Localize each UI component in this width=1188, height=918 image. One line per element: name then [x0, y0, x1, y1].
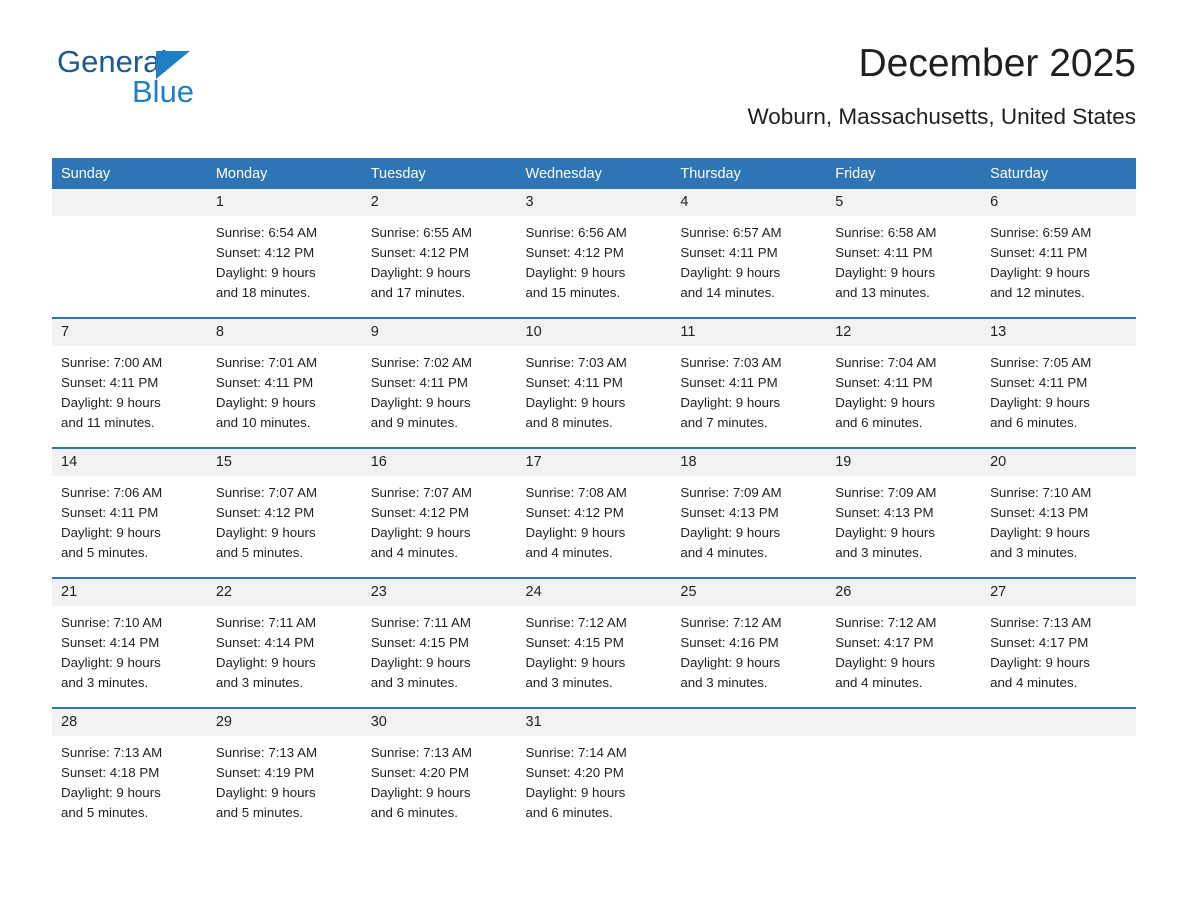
sunrise-text: Sunrise: 7:11 AM	[370, 615, 471, 630]
sunrise-text: Sunrise: 6:58 AM	[835, 225, 937, 240]
daylight-text-cont: and 3 minutes.	[990, 545, 1078, 560]
sunset-text: Sunset: 4:12 PM	[525, 245, 624, 260]
day-cell	[207, 736, 362, 837]
sunrise-text: Sunrise: 7:12 AM	[680, 615, 782, 630]
daylight-text: Daylight: 9 hours	[990, 395, 1090, 410]
day-number: 31	[517, 708, 672, 736]
logo-text-general: General	[57, 44, 168, 79]
sunset-text: Sunset: 4:11 PM	[61, 375, 159, 390]
sunrise-text: Sunrise: 7:10 AM	[990, 485, 1092, 500]
sunrise-text: Sunrise: 7:13 AM	[990, 615, 1092, 630]
day-number: 20	[981, 448, 1136, 476]
day-number-row	[52, 189, 1136, 216]
daylight-text-cont: and 5 minutes.	[215, 805, 304, 820]
day-number: 12	[826, 318, 981, 346]
sunrise-text: Sunrise: 7:12 AM	[835, 615, 937, 630]
day-cell	[52, 346, 207, 448]
sunrise-text: Sunrise: 7:13 AM	[61, 745, 163, 760]
daylight-text: Daylight: 9 hours	[215, 525, 316, 540]
sunset-text: Sunset: 4:14 PM	[215, 635, 315, 650]
day-cell	[981, 346, 1136, 448]
day-cell	[981, 606, 1136, 708]
sunset-text: Sunset: 4:20 PM	[525, 765, 624, 780]
daylight-text: Daylight: 9 hours	[525, 785, 626, 800]
sunset-text: Sunset: 4:15 PM	[370, 635, 469, 650]
day-number: 15	[207, 448, 362, 476]
daylight-text-cont: and 3 minutes.	[215, 675, 304, 690]
day-info-row	[52, 216, 1136, 318]
sunrise-text: Sunrise: 7:07 AM	[215, 485, 318, 500]
sunrise-text: Sunrise: 6:59 AM	[990, 225, 1092, 240]
sunset-text: Sunset: 4:11 PM	[835, 245, 933, 260]
sunset-text: Sunset: 4:11 PM	[680, 245, 778, 260]
day-cell	[52, 216, 207, 318]
daylight-text: Daylight: 9 hours	[61, 525, 161, 540]
day-number: 28	[52, 708, 207, 736]
day-number-row	[52, 578, 1136, 606]
day-cell	[826, 216, 981, 318]
sunrise-text: Sunrise: 7:01 AM	[215, 355, 318, 370]
sunset-text: Sunset: 4:20 PM	[370, 765, 469, 780]
sunrise-text: Sunrise: 7:13 AM	[370, 745, 472, 760]
weekday-header-monday: Monday	[207, 158, 362, 189]
calendar-body	[52, 189, 1136, 837]
location-subtitle: Woburn, Massachusetts, United States	[747, 104, 1136, 129]
page-title: December 2025	[858, 42, 1136, 85]
daylight-text-cont: and 5 minutes.	[215, 545, 304, 560]
sunrise-text: Sunrise: 7:13 AM	[215, 745, 318, 760]
day-number: 7	[52, 318, 207, 346]
sunrise-text: Sunrise: 7:03 AM	[525, 355, 627, 370]
sunset-text: Sunset: 4:14 PM	[61, 635, 160, 650]
daylight-text: Daylight: 9 hours	[990, 265, 1090, 280]
day-info-row	[52, 346, 1136, 448]
sunset-text: Sunset: 4:17 PM	[990, 635, 1089, 650]
daylight-text-cont: and 17 minutes.	[370, 285, 466, 300]
sunset-text: Sunset: 4:12 PM	[370, 505, 469, 520]
day-number-row	[52, 318, 1136, 346]
sunset-text: Sunset: 4:12 PM	[215, 245, 315, 260]
day-cell	[207, 346, 362, 448]
day-cell	[207, 216, 362, 318]
day-number: 8	[207, 318, 362, 346]
day-number: 9	[362, 318, 517, 346]
sunset-text: Sunset: 4:11 PM	[525, 375, 623, 390]
day-number: 22	[207, 578, 362, 606]
day-cell	[207, 476, 362, 578]
sunset-text: Sunset: 4:17 PM	[835, 635, 934, 650]
daylight-text-cont: and 7 minutes.	[680, 415, 768, 430]
daylight-text-cont: and 6 minutes.	[835, 415, 923, 430]
day-cell	[362, 606, 517, 708]
day-cell	[826, 346, 981, 448]
sunset-text: Sunset: 4:11 PM	[680, 375, 778, 390]
day-number	[52, 189, 207, 216]
sunrise-text: Sunrise: 7:04 AM	[835, 355, 937, 370]
day-cell	[362, 476, 517, 578]
sunrise-text: Sunrise: 7:10 AM	[61, 615, 163, 630]
day-number: 29	[207, 708, 362, 736]
sunset-text: Sunset: 4:19 PM	[215, 765, 315, 780]
day-number-row	[52, 448, 1136, 476]
daylight-text-cont: and 3 minutes.	[525, 675, 613, 690]
sunrise-text: Sunrise: 7:09 AM	[680, 485, 782, 500]
daylight-text-cont: and 9 minutes.	[370, 415, 458, 430]
day-number: 23	[362, 578, 517, 606]
sunset-text: Sunset: 4:11 PM	[990, 245, 1088, 260]
weekday-header-sunday: Sunday	[52, 158, 207, 189]
day-cell	[362, 216, 517, 318]
sunrise-text: Sunrise: 7:05 AM	[990, 355, 1092, 370]
triangle-icon	[156, 51, 190, 79]
daylight-text: Daylight: 9 hours	[835, 395, 935, 410]
day-number: 26	[826, 578, 981, 606]
daylight-text: Daylight: 9 hours	[680, 525, 781, 540]
day-number	[671, 708, 826, 736]
sunrise-text: Sunrise: 6:55 AM	[370, 225, 472, 240]
day-number: 4	[671, 189, 826, 216]
daylight-text: Daylight: 9 hours	[370, 525, 471, 540]
daylight-text: Daylight: 9 hours	[215, 785, 316, 800]
day-cell	[362, 346, 517, 448]
day-cell	[517, 606, 672, 708]
day-number: 5	[826, 189, 981, 216]
day-number-row	[52, 708, 1136, 736]
daylight-text-cont: and 4 minutes.	[835, 675, 923, 690]
daylight-text-cont: and 18 minutes.	[215, 285, 311, 300]
day-number: 25	[671, 578, 826, 606]
page-header	[52, 0, 1136, 129]
daylight-text: Daylight: 9 hours	[370, 395, 471, 410]
sunrise-text: Sunrise: 7:11 AM	[215, 615, 317, 630]
day-number: 11	[671, 318, 826, 346]
daylight-text-cont: and 6 minutes.	[990, 415, 1078, 430]
day-cell	[826, 606, 981, 708]
day-cell	[671, 606, 826, 708]
daylight-text-cont: and 4 minutes.	[990, 675, 1078, 690]
weekday-header-thursday: Thursday	[671, 158, 826, 189]
day-number	[826, 708, 981, 736]
day-cell	[517, 476, 672, 578]
daylight-text: Daylight: 9 hours	[835, 655, 935, 670]
daylight-text-cont: and 3 minutes.	[835, 545, 923, 560]
sunset-text: Sunset: 4:11 PM	[990, 375, 1088, 390]
day-number: 16	[362, 448, 517, 476]
day-number: 13	[981, 318, 1136, 346]
day-cell	[671, 346, 826, 448]
day-number: 19	[826, 448, 981, 476]
sunset-text: Sunset: 4:12 PM	[370, 245, 469, 260]
daylight-text: Daylight: 9 hours	[835, 265, 935, 280]
weekday-header-friday: Friday	[826, 158, 981, 189]
daylight-text: Daylight: 9 hours	[990, 525, 1090, 540]
daylight-text: Daylight: 9 hours	[61, 395, 161, 410]
daylight-text: Daylight: 9 hours	[370, 785, 471, 800]
daylight-text: Daylight: 9 hours	[525, 265, 626, 280]
daylight-text-cont: and 10 minutes.	[215, 415, 311, 430]
day-cell	[981, 216, 1136, 318]
daylight-text-cont: and 6 minutes.	[370, 805, 458, 820]
sunset-text: Sunset: 4:13 PM	[680, 505, 779, 520]
daylight-text: Daylight: 9 hours	[525, 525, 626, 540]
daylight-text-cont: and 12 minutes.	[990, 285, 1085, 300]
day-number: 27	[981, 578, 1136, 606]
daylight-text: Daylight: 9 hours	[61, 655, 161, 670]
day-number: 24	[517, 578, 672, 606]
day-info-row	[52, 736, 1136, 837]
day-cell	[981, 736, 1136, 837]
sunset-text: Sunset: 4:12 PM	[215, 505, 315, 520]
day-cell	[52, 606, 207, 708]
sunrise-text: Sunrise: 7:12 AM	[525, 615, 627, 630]
daylight-text-cont: and 13 minutes.	[835, 285, 930, 300]
day-number: 10	[517, 318, 672, 346]
sunset-text: Sunset: 4:18 PM	[61, 765, 160, 780]
day-cell	[517, 736, 672, 837]
day-number: 1	[207, 189, 362, 216]
sunset-text: Sunset: 4:11 PM	[370, 375, 469, 390]
daylight-text-cont: and 4 minutes.	[680, 545, 768, 560]
daylight-text: Daylight: 9 hours	[680, 395, 781, 410]
sunrise-text: Sunrise: 7:07 AM	[370, 485, 472, 500]
sunrise-text: Sunrise: 7:03 AM	[680, 355, 782, 370]
sunset-text: Sunset: 4:11 PM	[61, 505, 159, 520]
daylight-text: Daylight: 9 hours	[370, 265, 471, 280]
day-info-row	[52, 606, 1136, 708]
daylight-text-cont: and 4 minutes.	[370, 545, 458, 560]
day-cell	[517, 346, 672, 448]
day-cell	[981, 476, 1136, 578]
day-number: 2	[362, 189, 517, 216]
sunrise-text: Sunrise: 7:14 AM	[525, 745, 627, 760]
sunrise-text: Sunrise: 7:06 AM	[61, 485, 163, 500]
daylight-text-cont: and 11 minutes.	[61, 415, 155, 430]
daylight-text-cont: and 14 minutes.	[680, 285, 775, 300]
daylight-text: Daylight: 9 hours	[835, 525, 935, 540]
day-cell	[362, 736, 517, 837]
daylight-text-cont: and 5 minutes.	[61, 545, 149, 560]
day-cell	[826, 476, 981, 578]
daylight-text: Daylight: 9 hours	[215, 395, 316, 410]
sunset-text: Sunset: 4:11 PM	[835, 375, 933, 390]
day-cell	[671, 216, 826, 318]
day-cell	[207, 606, 362, 708]
sunrise-text: Sunrise: 7:02 AM	[370, 355, 472, 370]
day-number: 30	[362, 708, 517, 736]
sunrise-sunset-calendar	[52, 158, 1136, 837]
logo[interactable]	[57, 45, 327, 115]
daylight-text-cont: and 15 minutes.	[525, 285, 621, 300]
daylight-text: Daylight: 9 hours	[215, 655, 316, 670]
day-cell	[52, 476, 207, 578]
sunset-text: Sunset: 4:13 PM	[990, 505, 1089, 520]
logo-text-blue: Blue	[132, 74, 195, 109]
daylight-text-cont: and 8 minutes.	[525, 415, 613, 430]
weekday-header-saturday: Saturday	[981, 158, 1136, 189]
daylight-text: Daylight: 9 hours	[61, 785, 161, 800]
day-cell	[826, 736, 981, 837]
day-cell	[671, 736, 826, 837]
daylight-text-cont: and 6 minutes.	[525, 805, 613, 820]
sunset-text: Sunset: 4:16 PM	[680, 635, 779, 650]
daylight-text: Daylight: 9 hours	[680, 265, 781, 280]
sunset-text: Sunset: 4:12 PM	[525, 505, 624, 520]
day-number: 6	[981, 189, 1136, 216]
sunrise-text: Sunrise: 7:08 AM	[525, 485, 627, 500]
daylight-text-cont: and 3 minutes.	[370, 675, 458, 690]
weekday-header-wednesday: Wednesday	[517, 158, 672, 189]
day-number: 14	[52, 448, 207, 476]
daylight-text: Daylight: 9 hours	[990, 655, 1090, 670]
daylight-text: Daylight: 9 hours	[525, 655, 626, 670]
daylight-text-cont: and 3 minutes.	[61, 675, 149, 690]
day-number: 17	[517, 448, 672, 476]
sunrise-text: Sunrise: 6:56 AM	[525, 225, 627, 240]
sunrise-text: Sunrise: 6:54 AM	[215, 225, 318, 240]
daylight-text: Daylight: 9 hours	[370, 655, 471, 670]
sunset-text: Sunset: 4:11 PM	[215, 375, 314, 390]
daylight-text: Daylight: 9 hours	[525, 395, 626, 410]
sunrise-text: Sunrise: 7:09 AM	[835, 485, 937, 500]
weekday-header-row	[52, 158, 1136, 189]
day-cell	[517, 216, 672, 318]
day-number: 3	[517, 189, 672, 216]
weekday-header-tuesday: Tuesday	[362, 158, 517, 189]
day-cell	[52, 736, 207, 837]
sunset-text: Sunset: 4:13 PM	[835, 505, 934, 520]
daylight-text: Daylight: 9 hours	[215, 265, 316, 280]
day-cell	[671, 476, 826, 578]
daylight-text-cont: and 3 minutes.	[680, 675, 768, 690]
day-number: 18	[671, 448, 826, 476]
daylight-text-cont: and 4 minutes.	[525, 545, 613, 560]
day-number: 21	[52, 578, 207, 606]
sunset-text: Sunset: 4:15 PM	[525, 635, 624, 650]
day-info-row	[52, 476, 1136, 578]
daylight-text-cont: and 5 minutes.	[61, 805, 149, 820]
day-number	[981, 708, 1136, 736]
sunrise-text: Sunrise: 7:00 AM	[61, 355, 163, 370]
daylight-text: Daylight: 9 hours	[680, 655, 781, 670]
sunrise-text: Sunrise: 6:57 AM	[680, 225, 782, 240]
